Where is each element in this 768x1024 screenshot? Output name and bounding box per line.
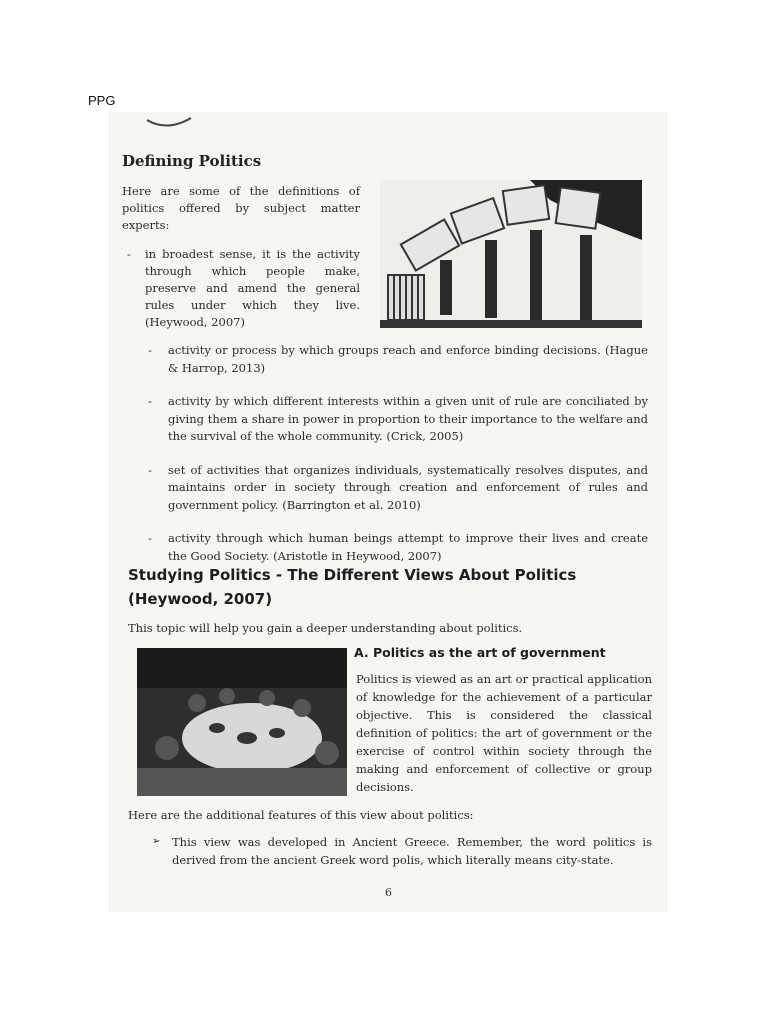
definition-item: - set of activities that organizes individuals, systematically resolves disputes, and maintains order in society through creation and enforcement of rules and government policy. (Barrington et al. 2010) [148, 462, 648, 515]
definitions-list [148, 342, 648, 581]
decorative-swoosh [145, 114, 195, 130]
page-number: 6 [385, 886, 392, 899]
features-list [152, 833, 652, 869]
section-title-studying-politics: Studying Politics - The Different Views About Politics (Heywood, 2007) [128, 566, 577, 608]
art-of-government-paragraph: Politics is viewed as an art or practical application of knowledge for the achievement of a particular objective. This is considered the classical definition of politics: the art of government or the exercise of control within society through the making and enforcement of collective or group decisions. [356, 672, 652, 794]
feature-item: ➢ This view was developed in Ancient Greece. Remember, the word politics is derived from the ancient Greek word polis, which literally means city-state. [152, 833, 652, 869]
illustration-columns [380, 180, 642, 328]
features-intro: Here are the additional features of this view about politics: [128, 808, 474, 822]
definition-item: - activity through which human beings attempt to improve their lives and create the Good Society. (Aristotle in Heywood, 2007) [148, 530, 648, 565]
definition-item: - activity by which different interests within a given unit of rule are conciliated by giving them a share in power in proportion to their importance to the welfare and the survival of the whole community. (Crick, 2005) [148, 393, 648, 446]
topic-note: This topic will help you gain a deeper understanding about politics. [128, 621, 523, 635]
subsection-title-art-of-government: A. Politics as the art of government [354, 645, 606, 660]
definitions-intro: Here are some of the definitions of politics offered by subject matter experts: [122, 184, 360, 232]
section-title-defining-politics: Defining Politics [122, 152, 262, 170]
meeting-photo [137, 648, 347, 796]
definition-item: - in broadest sense, it is the activity through which people make, preserve and amend the general rules under which they live. (Heywood, 2007) [145, 246, 360, 331]
header-label: PPG [88, 93, 116, 108]
definition-item: - activity or process by which groups reach and enforce binding decisions. (Hague & Harrop, 2013) [148, 342, 648, 377]
